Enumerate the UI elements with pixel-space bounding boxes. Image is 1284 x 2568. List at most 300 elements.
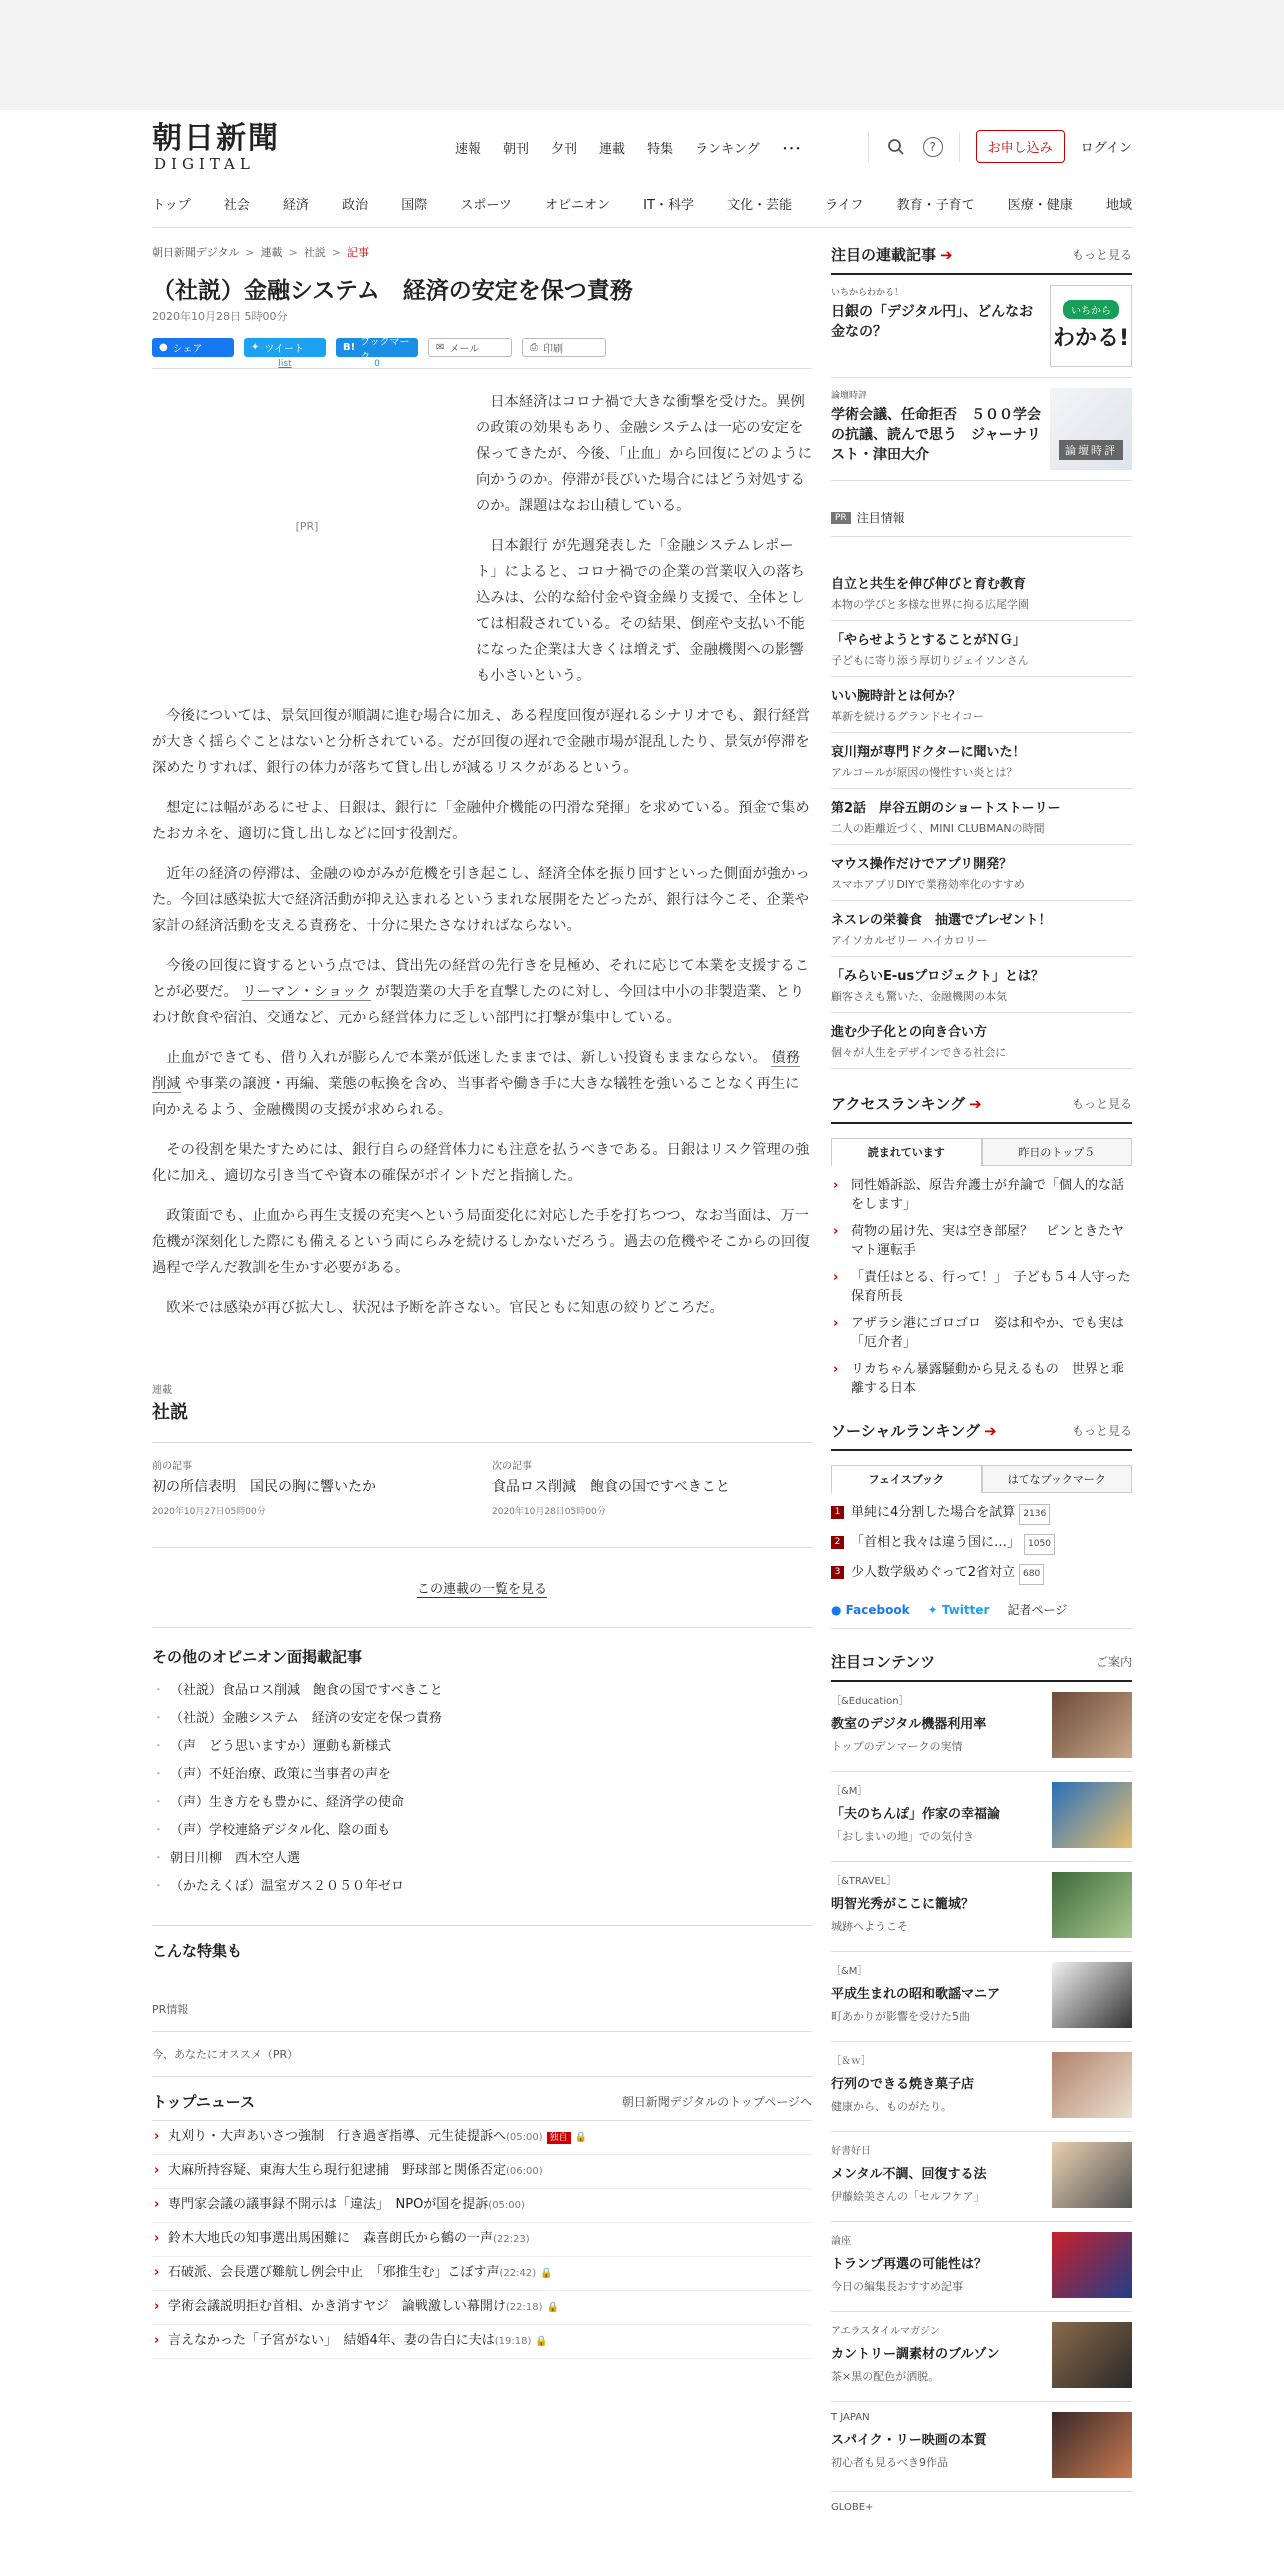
arrow-icon: › xyxy=(833,1316,839,1331)
next-article[interactable] xyxy=(492,1457,812,1517)
series-label: 連載 xyxy=(152,1385,172,1396)
serial-item-title[interactable]: 日銀の「デジタル円」、どんなお金なの？ xyxy=(831,304,1034,340)
opinion-list xyxy=(152,1677,812,1901)
nav-series[interactable]: 連載 xyxy=(599,142,626,157)
pr-item-title[interactable]: いい腕時計とは何か？ xyxy=(831,689,962,704)
pr-info-title: 注目情報 xyxy=(856,511,905,525)
list-item[interactable]: ・ （社説）食品ロス削減 飽食の国ですべきこと xyxy=(152,1677,812,1705)
header-actions xyxy=(868,130,1132,163)
pr-info-label: PR情報 xyxy=(152,2001,812,2032)
nav-evening[interactable]: 夕刊 xyxy=(551,142,578,157)
logo-sub-text: DIGITAL xyxy=(154,155,255,173)
category-nav xyxy=(152,194,1132,213)
content-item[interactable] xyxy=(831,1952,1132,2042)
thumbnail-image[interactable] xyxy=(1050,388,1132,470)
cat-culture[interactable]: 文化・芸能 xyxy=(727,198,793,213)
ranking-item[interactable] xyxy=(831,1499,1132,1529)
text: や事業の譲渡・再編、業態の転換を含め、当事者や働き手に大きな犠牲を強いることなく再生に向かえるよう、金融機関の支援が求められる。 xyxy=(152,1076,800,1118)
serial-kicker: いちからわかる！ xyxy=(831,288,904,298)
access-more-link[interactable]: もっと見る xyxy=(1071,1097,1132,1111)
paragraph: 想定には幅があるにせよ、日銀は、銀行に「金融仲介機能の円滑な発揮」を求めている。預金で集めたおカネを、適切に貸し出しなどに回す役割だ。 xyxy=(152,800,810,842)
paragraph: 近年の経済の停滞は、金融のゆがみが危機を引き起こし、経済全体を振り回すといった側面が強かった。今回は感染拡大で経済活動が抑え込まれるというまれな展開をたどったが、銀行は今こそ、企業や家計の経済活動を支える責務を、十分に果たさなければならない。 xyxy=(152,866,810,934)
mail-button[interactable] xyxy=(428,338,512,357)
contents-title: 注目コンテンツ xyxy=(831,1653,936,1671)
keyword-link-debt[interactable]: 債務削減 xyxy=(152,1050,800,1092)
hatena-bookmark-button[interactable] xyxy=(336,336,418,369)
content-title[interactable]: スパイク・リー映画の本質 xyxy=(831,2433,987,2448)
mail-label: メール xyxy=(449,344,480,355)
serial-title-text: 注目の連載記事 xyxy=(831,246,937,264)
ranking-item[interactable] xyxy=(831,1218,1132,1264)
arrow-right-icon: ➔ xyxy=(969,1095,982,1113)
serial-title xyxy=(831,244,953,265)
list-item[interactable]: ・ 朝日川柳 西木空人選 xyxy=(152,1845,812,1873)
prev-label: 前の記事 xyxy=(152,1461,192,1472)
cat-top[interactable]: トップ xyxy=(152,198,191,213)
tab-facebook[interactable]: フェイスブック xyxy=(831,1465,982,1493)
crumb-home[interactable]: 朝日新聞デジタル xyxy=(152,246,240,259)
content-item[interactable] xyxy=(831,2042,1132,2132)
content-sub: 「おしまいの地」での気付き xyxy=(831,1830,974,1843)
news-item[interactable] xyxy=(152,2291,812,2325)
features-section xyxy=(152,1925,812,2077)
content-text xyxy=(831,1692,986,1761)
content-thumbnail[interactable] xyxy=(1052,1782,1132,1848)
paragraph: 政策面でも、止血から再生支援の充実へという局面変化に対応した手を打ちつつ、なお当面は、万一危機が深刻化した際にも備えるという両にらみを続けるしかないだろう。過去の危機やそこからの回復過程で学んだ教訓を生かす必要がある。 xyxy=(152,1208,810,1276)
pr-item-sub: アイソカルゼリー ハイカロリー xyxy=(831,934,988,947)
news-title[interactable]: 鈴木大地氏の知事選出馬困難に 森喜朗氏から鶴の一声 xyxy=(168,2231,494,2246)
pr-item-sub: 二人の距離近づく、MINI CLUBMANの時間 xyxy=(831,822,1045,835)
content-text xyxy=(831,2322,999,2391)
paragraph: 今後については、景気回復が順調に進む場合に加え、ある程度回復が遅れるシナリオでも、銀行経営が大きく揺らぐことはないと分析されている。だが回復の遅れで金融市場が混乱したり、景気が停滞を深めたりすれば、銀行の体力が落ちて貸し出しが減るリスクがあるという。 xyxy=(152,708,811,776)
content-text xyxy=(831,1782,1000,1851)
content-sub: 初心者も見るべき9作品 xyxy=(831,2456,948,2469)
content-sub: 茶×黒の配色が洒脱。 xyxy=(831,2370,940,2383)
pr-item[interactable] xyxy=(831,901,1132,957)
text: が製造業の大手を直撃したのに対し、今回は中小の非製造業、とりわけ飲食や宿泊、交通など、元から経営体力に乏しい部門に打撃が集中している。 xyxy=(152,984,805,1026)
pr-ad-slot: [PR] xyxy=(295,519,319,533)
ranking-item[interactable] xyxy=(831,1529,1132,1559)
pr-item[interactable] xyxy=(831,789,1132,845)
serial-item[interactable] xyxy=(831,378,1132,481)
content-item[interactable] xyxy=(831,2312,1132,2402)
thumbnail-image[interactable] xyxy=(1050,285,1132,367)
news-title[interactable]: 専門家会議の議事録不開示は「違法」 NPOが国を提訴 xyxy=(168,2197,489,2212)
content-item[interactable] xyxy=(831,2492,1132,2568)
share-label: シェア xyxy=(172,344,203,355)
opinion-section xyxy=(152,1646,812,1901)
text: 今後の回復に資するという点では、貸出先の経営の先行きを見極め、それに応じて本業を支援することが必要だ。 xyxy=(152,958,810,1000)
content-text xyxy=(831,1962,1000,2031)
news-item[interactable] xyxy=(152,2189,812,2223)
pr-item[interactable] xyxy=(831,845,1132,901)
social-tabs xyxy=(831,1465,1132,1493)
pr-item-sub: 子どもに寄り添う厚切りジェイソンさん xyxy=(831,654,1029,667)
content-title[interactable]: 行列のできる焼き菓子店 xyxy=(831,2077,975,2092)
pr-item-title[interactable]: ネスレの栄養食 抽選でプレゼント！ xyxy=(831,913,1052,928)
ranking-item[interactable] xyxy=(831,1172,1132,1218)
news-time: (22:18) xyxy=(505,2302,543,2313)
top-news-list xyxy=(152,2121,812,2359)
facebook-link[interactable] xyxy=(831,1603,910,1617)
paragraph: その役割を果たすためには、銀行自らの経営体力にも注意を払うべきである。日銀はリスク管理の強化に加え、適切な引き当てや資本の確保がポイントだと指摘した。 xyxy=(152,1142,810,1184)
tweet-count[interactable]: list xyxy=(278,359,292,369)
contents-header xyxy=(831,1651,1132,1682)
pr-item-title[interactable]: マウス操作だけでアプリ開発？ xyxy=(831,857,1013,872)
social-ranking-list xyxy=(831,1499,1132,1589)
pr-badge: PR xyxy=(831,512,851,524)
content-thumbnail[interactable] xyxy=(1052,2412,1132,2478)
facebook-icon: ● xyxy=(831,1602,842,1617)
nav-morning[interactable]: 朝刊 xyxy=(503,142,530,157)
serial-item[interactable] xyxy=(831,275,1132,378)
crumb-current: 記事 xyxy=(347,246,369,259)
article-body xyxy=(152,389,812,1321)
pr-info-header xyxy=(831,509,1132,537)
crumb-sep: > xyxy=(245,246,255,259)
ranking-item[interactable] xyxy=(831,1559,1132,1589)
search-icon[interactable] xyxy=(885,136,907,158)
pr-item[interactable] xyxy=(831,1013,1132,1069)
thumb-label: いちから xyxy=(1063,300,1119,319)
content-text xyxy=(831,2502,873,2568)
news-item[interactable] xyxy=(152,2155,812,2189)
see-all-series xyxy=(152,1547,812,1628)
content-title[interactable]: 明智光秀がここに籠城？ xyxy=(831,1897,975,1912)
access-tabs xyxy=(831,1138,1132,1166)
print-button[interactable] xyxy=(522,338,606,357)
lock-icon: 🔒 xyxy=(574,2132,588,2143)
content-sub: 城跡へようこそ xyxy=(831,1920,908,1933)
list-item[interactable]: ・ （社説）金融システム 経済の安定を保つ責務 xyxy=(152,1705,812,1733)
ranking-item[interactable] xyxy=(831,1264,1132,1310)
nav-features[interactable]: 特集 xyxy=(647,142,674,157)
pr-item-sub: アルコールが原因の慢性すい炎とは？ xyxy=(831,766,1018,779)
content-kicker: GLOBE+ xyxy=(831,2502,874,2513)
facebook-share-button[interactable] xyxy=(152,338,234,357)
twitter-icon: ✦ xyxy=(251,342,260,353)
cat-politics[interactable]: 政治 xyxy=(342,198,369,213)
serial-header xyxy=(831,244,1132,275)
content-item[interactable] xyxy=(831,2222,1132,2312)
news-time: (22:42) xyxy=(499,2268,537,2279)
ranking-title[interactable]: 「首相と我々は違う国に…」 xyxy=(851,1535,1021,1550)
tab-most-read[interactable]: 読まれています xyxy=(831,1138,982,1166)
tab-hatena[interactable]: はてなブックマーク xyxy=(982,1465,1133,1493)
prev-article[interactable] xyxy=(152,1457,472,1517)
content-item[interactable] xyxy=(831,1772,1132,1862)
paragraph: 日本経済はコロナ禍で大きな衝撃を受けた。異例の政策の効果もあり、金融システムは一応の安定を保ってきたが、今後、「止血」から回復にどのように向かうのか。停滞が長びいた場合にはどう対処するのか。課題はなお山積している。 xyxy=(476,394,812,514)
lock-icon: 🔒 xyxy=(546,2302,559,2313)
cat-it-science[interactable]: IT・科学 xyxy=(643,198,694,213)
arrow-right-icon: ➔ xyxy=(940,246,953,264)
next-title[interactable]: 食品ロス削減 飽食の国ですべきこと xyxy=(492,1479,730,1495)
rank-number: 2 xyxy=(831,1536,844,1549)
nav-breaking[interactable]: 速報 xyxy=(455,142,482,157)
content-item[interactable] xyxy=(831,2402,1132,2492)
top-news xyxy=(152,2091,812,2359)
thumb-label: 論壇時評 xyxy=(1059,440,1123,460)
top-news-title: トップニュース xyxy=(152,2093,256,2111)
pr-item[interactable] xyxy=(831,733,1132,789)
crumb-sep: > xyxy=(288,246,298,259)
paragraph xyxy=(152,1045,812,1123)
text: 止血ができても、借り入れが膨らんで本業が低迷したままでは、新しい投資もままならない。 xyxy=(166,1050,767,1066)
pr-item-title[interactable]: 哀川翔が専門ドクターに聞いた！ xyxy=(831,745,1026,760)
pr-item-title[interactable]: 第2話 岸谷五朗のショートストーリー xyxy=(831,801,1061,816)
content-kicker: 好書好日 xyxy=(831,2146,871,2157)
content-sub: 伊藤絵美さんの「セルフケア」 xyxy=(831,2190,985,2203)
content-thumbnail[interactable] xyxy=(1052,2322,1132,2388)
content-title[interactable]: メンタル不調、回復する法 xyxy=(831,2167,987,2182)
logo-main-text: 朝日新聞 xyxy=(152,121,280,156)
main-column xyxy=(152,228,812,2359)
news-time: (22:23) xyxy=(493,2234,530,2245)
rank-number: 3 xyxy=(831,1566,844,1579)
site-logo[interactable] xyxy=(152,122,282,172)
content-text xyxy=(831,2232,987,2301)
content-text xyxy=(831,1872,974,1941)
list-item[interactable]: ・ （声）学校連絡デジタル化、陰の面も xyxy=(152,1817,812,1845)
crumb-series[interactable]: 連載 xyxy=(260,246,283,259)
help-icon[interactable]: ? xyxy=(923,137,943,157)
news-title[interactable]: 言えなかった「子宮がない」 結婚4年、妻の告白に夫は xyxy=(168,2333,495,2348)
crumb-editorial[interactable]: 社説 xyxy=(303,246,326,259)
article-date: 2020年10月28日 5時00分 xyxy=(152,310,288,323)
content-thumbnail[interactable] xyxy=(1052,2232,1132,2298)
arrow-icon: › xyxy=(833,1178,839,1193)
content-thumbnail[interactable] xyxy=(1052,2052,1132,2118)
news-title[interactable]: 丸刈り・大声あいさつ強制 行き過ぎ指導、元生徒提訴へ xyxy=(168,2129,507,2144)
divider xyxy=(959,132,960,162)
bookmark-count: 0 xyxy=(374,359,380,369)
news-time: (05:00) xyxy=(506,2132,543,2143)
pr-item[interactable] xyxy=(831,677,1132,733)
next-date: 2020年10月28日05時00分 xyxy=(492,1507,606,1517)
pr-item-sub: 個々が人生をデザインできる社会に xyxy=(831,1046,1007,1059)
news-time: (19:18) xyxy=(494,2336,532,2347)
twitter-icon: ✦ xyxy=(927,1602,938,1617)
ranking-title[interactable]: 少人数学級めぐって2省対立 xyxy=(851,1565,1016,1580)
mail-icon: ✉ xyxy=(436,342,445,353)
series-box xyxy=(152,1381,812,1628)
content-thumbnail[interactable] xyxy=(1052,1872,1132,1938)
ranking-title[interactable]: リカちゃん暴露騒動から見えるもの 世界と乖離する日本 xyxy=(851,1362,1124,1396)
content-title[interactable]: 「夫のちんぽ」作家の幸福論 xyxy=(831,1807,1001,1822)
top-news-header xyxy=(152,2091,812,2121)
twitter-link[interactable] xyxy=(928,1603,990,1617)
content-kicker: ［&M］ xyxy=(831,1966,868,1977)
content-kicker: ［＆ｗ］ xyxy=(831,2056,871,2067)
ranking-title[interactable]: 「責任はとる、行って！」 子ども５４人守った保育所長 xyxy=(851,1270,1131,1304)
social-ranking-text: ソーシャルランキング xyxy=(831,1422,980,1440)
content-title[interactable]: カントリー調素材のブルゾン xyxy=(831,2347,1000,2362)
content-thumbnail[interactable] xyxy=(1052,1962,1132,2028)
cat-society[interactable]: 社会 xyxy=(223,198,250,213)
site-header xyxy=(152,110,1132,228)
twitter-label: Twitter xyxy=(941,1602,990,1617)
top-ad-band xyxy=(0,0,1284,110)
tab-yesterday-top5[interactable]: 昨日のトップ５ xyxy=(982,1138,1133,1166)
top-page-link[interactable]: 朝日新聞デジタルのトップページへ xyxy=(621,2095,812,2109)
prev-title[interactable]: 初の所信表明 国民の胸に響いたか xyxy=(152,1479,376,1495)
thumb-label: わかる! xyxy=(1052,326,1130,351)
paragraph: 欧米では感染が再び拡大し、状況は予断を許さない。官民ともに知恵の絞りどころだ。 xyxy=(166,1300,724,1316)
list-item[interactable]: ・ （声）不妊治療、政策に当事者の声を xyxy=(152,1761,812,1789)
cat-health[interactable]: 医療・健康 xyxy=(1007,198,1073,213)
pr-item-title[interactable]: 自立と共生を伸び伸びと育む教育 xyxy=(831,577,1027,592)
print-icon: ⎙ xyxy=(530,342,538,353)
content-kicker: T JAPAN xyxy=(831,2412,870,2423)
list-item[interactable]: ・ （声 どう思いますか）運動も新様式 xyxy=(152,1733,812,1761)
series-name[interactable]: 社説 xyxy=(152,1402,188,1423)
cat-life[interactable]: ライフ xyxy=(825,198,864,213)
pr-items xyxy=(831,565,1132,1069)
cat-opinion[interactable]: オピニオン xyxy=(545,198,611,213)
page-body xyxy=(152,228,1132,2558)
prev-date: 2020年10月27日05時00分 xyxy=(152,1507,266,1517)
list-item[interactable]: ・ （声）生き方をも豊かに、経済学の使命 xyxy=(152,1789,812,1817)
facebook-label: Facebook xyxy=(845,1602,910,1617)
rank-number: 1 xyxy=(831,1506,844,1519)
see-all-link[interactable]: この連載の一覧を見る xyxy=(416,1582,547,1597)
access-ranking-title xyxy=(831,1093,982,1114)
paragraph: 日本銀行 が先週発表した「金融システムレポート」によると、コロナ禍での企業の営業収入の落ち込みは、公的な給付金や資金繰り支援で、全体としては相殺されている。その結果、倒産や支払い不能になった企業は大きくは増えず、金融機関への影響も小さいという。 xyxy=(476,538,805,684)
pr-item-sub: スマホアプリDIYで業務効率化のすすめ xyxy=(831,878,1025,891)
facebook-icon: ● xyxy=(159,342,168,353)
content-title[interactable]: トランプ再選の可能性は？ xyxy=(831,2257,988,2272)
content-item[interactable] xyxy=(831,1862,1132,1952)
crumb-sep: > xyxy=(331,246,341,259)
opinion-title: その他のオピニオン面掲載記事 xyxy=(152,1648,363,1666)
article-title: （社説）金融システム 経済の安定を保つ責務 xyxy=(152,278,633,304)
pr-item[interactable] xyxy=(831,565,1132,621)
content-title[interactable]: 平成生まれの昭和歌謡マニア xyxy=(831,1987,1001,2002)
content-kicker: 論座 xyxy=(831,2236,851,2247)
content-thumbnail[interactable] xyxy=(1052,1692,1132,1758)
serial-more-link[interactable]: もっと見る xyxy=(1071,248,1132,262)
social-ranking-title xyxy=(831,1420,997,1441)
features-title: こんな特集も xyxy=(152,1942,243,1960)
arrow-right-icon: ➔ xyxy=(983,1422,997,1440)
pr-item[interactable] xyxy=(831,621,1132,677)
access-ranking-header xyxy=(831,1093,1132,1124)
tweet-button[interactable] xyxy=(244,338,326,369)
cat-international[interactable]: 国際 xyxy=(401,198,428,213)
keyword-link-lehman[interactable]: リーマン・ショック xyxy=(242,984,371,1000)
login-link[interactable]: ログイン xyxy=(1080,141,1132,156)
cat-education[interactable]: 教育・子育て xyxy=(896,198,975,213)
pr-item-sub: 本物の学びと多様な世界に拘る広尾学園 xyxy=(831,598,1029,611)
bookmark-label: ブックマーク xyxy=(360,336,410,363)
print-label: 印刷 xyxy=(543,344,563,355)
pr-item-sub: 革新を続けるグランドセイコー xyxy=(831,710,984,723)
social-more-link[interactable]: もっと見る xyxy=(1071,1424,1132,1438)
content-thumbnail[interactable] xyxy=(1052,2142,1132,2208)
content-text xyxy=(831,2142,986,2211)
content-item[interactable] xyxy=(831,2132,1132,2222)
content-title[interactable]: 教室のデジタル機器利用率 xyxy=(831,1717,987,1732)
arrow-icon: › xyxy=(833,1270,839,1285)
arrow-icon: › xyxy=(833,1224,839,1239)
access-ranking-text: アクセスランキング xyxy=(831,1095,966,1113)
content-kicker: ［&M］ xyxy=(831,1786,868,1797)
serial-item-title[interactable]: 学術会議、任命拒否 ５００学会の抗議、読んで思う ジャーナリスト・津田大介 xyxy=(831,407,1041,463)
breadcrumb xyxy=(152,244,812,260)
ranking-item[interactable] xyxy=(831,1356,1132,1402)
prev-next xyxy=(152,1442,812,1517)
news-item[interactable] xyxy=(152,2121,812,2155)
content-item[interactable] xyxy=(831,1682,1132,1772)
sidebar xyxy=(831,228,1132,2568)
lock-icon: 🔒 xyxy=(535,2336,548,2347)
contents-list xyxy=(831,1682,1132,2568)
share-bar xyxy=(152,338,812,368)
content-sub: 町あかりが影響を受けた5曲 xyxy=(831,2010,970,2023)
news-title[interactable]: 学術会議説明拒む首相、かき消すヤジ 論戦激しい幕開け xyxy=(168,2299,506,2314)
pr-item-title[interactable]: 「みらいE-usプロジェクト」とは？ xyxy=(831,969,1045,984)
content-sub: 今日の編集長おすすめ記事 xyxy=(831,2280,964,2293)
exclusive-badge: 独自 xyxy=(547,2132,571,2144)
content-sub: 健康から、ものがたり。 xyxy=(831,2100,952,2113)
content-kicker: ［&Education］ xyxy=(831,1696,909,1707)
pr-item-title[interactable]: 「やらせようとすることがＮＧ」 xyxy=(831,633,1026,648)
cat-region[interactable]: 地域 xyxy=(1105,198,1132,213)
tweet-label: ツイート xyxy=(264,344,304,355)
arrow-icon: › xyxy=(833,1362,839,1377)
lock-icon: 🔒 xyxy=(540,2268,553,2279)
pr-recommend-label: 今、あなたにオススメ（PR） xyxy=(152,2046,812,2077)
share-count: 2136 xyxy=(1019,1504,1050,1525)
cat-sports[interactable]: スポーツ xyxy=(460,198,512,213)
content-text xyxy=(831,2052,974,2121)
ranking-title[interactable]: 同性婚訴訟、原告弁護士が弁論で「個人的な話をします」 xyxy=(851,1178,1125,1212)
next-label: 次の記事 xyxy=(492,1461,532,1472)
pr-item-sub: 顧客さえも驚いた、金融機関の本気 xyxy=(831,990,1007,1003)
ranking-title[interactable]: 荷物の届け先、実は空き部屋？ ピンときたヤマト運転手 xyxy=(851,1224,1125,1258)
news-item[interactable] xyxy=(152,2257,812,2291)
content-sub: トップのデンマークの実情 xyxy=(831,1740,963,1753)
hatena-icon: B! xyxy=(343,342,356,353)
cat-economy[interactable]: 経済 xyxy=(282,198,309,213)
news-item[interactable] xyxy=(152,2325,812,2359)
news-item[interactable] xyxy=(152,2223,812,2257)
pr-item[interactable] xyxy=(831,957,1132,1013)
ranking-title[interactable]: アザラシ港にゴロゴロ 姿は和やか、でも実は「厄介者」 xyxy=(851,1316,1125,1350)
social-links xyxy=(831,1601,1132,1629)
list-item[interactable]: ・ （かたえくぼ）温室ガス２０５０年ゼロ xyxy=(152,1873,812,1901)
apply-button[interactable]: お申し込み xyxy=(976,130,1065,163)
paragraph xyxy=(152,953,812,1031)
share-count: 1050 xyxy=(1024,1534,1055,1555)
content-kicker: ［&TRAVEL］ xyxy=(831,1876,897,1887)
ranking-title[interactable]: 単純に4分割した場合を試算 xyxy=(851,1505,1016,1520)
top-nav xyxy=(455,138,801,157)
news-title[interactable]: 石破派、会長選び難航し例会中止 「邪推生む」こぼす声 xyxy=(168,2265,500,2280)
news-time: (05:00) xyxy=(488,2200,525,2211)
news-time: (06:00) xyxy=(506,2166,543,2177)
nav-ranking[interactable]: ランキング xyxy=(695,142,760,157)
nav-more[interactable]: ･･･ xyxy=(781,142,802,157)
pr-item-title[interactable]: 進む少子化との向き合い方 xyxy=(831,1025,988,1040)
contents-guide-link[interactable]: ご案内 xyxy=(1095,1655,1132,1669)
news-title[interactable]: 大麻所持容疑、東海大生ら現行犯逮捕 野球部と関係否定 xyxy=(168,2163,507,2178)
ranking-item[interactable] xyxy=(831,1310,1132,1356)
divider xyxy=(868,132,869,162)
social-ranking-header xyxy=(831,1420,1132,1451)
content-kicker: アエラスタイルマガジン xyxy=(831,2326,940,2337)
reporter-page-link[interactable]: 記者ページ xyxy=(1007,1603,1068,1617)
